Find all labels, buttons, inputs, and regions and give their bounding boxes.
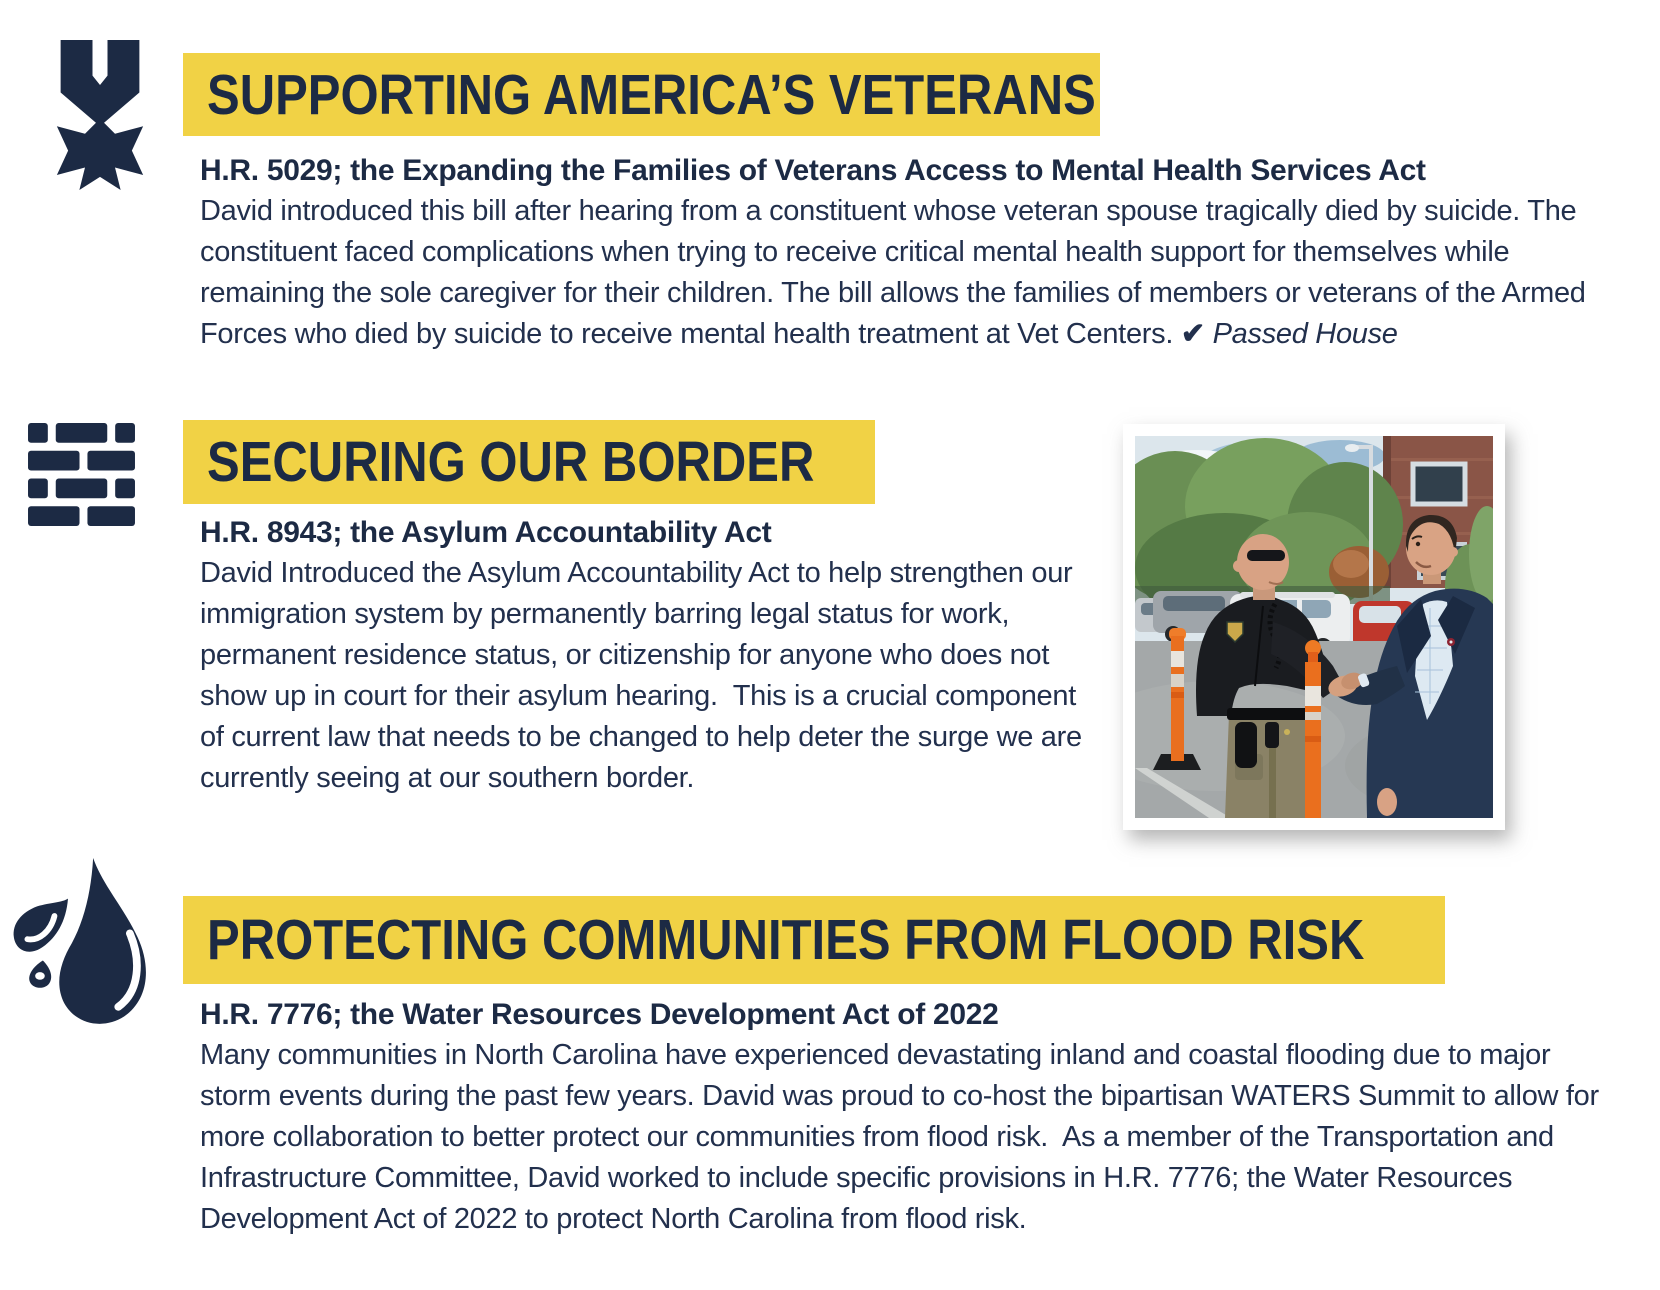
section-banner-border — [183, 420, 875, 504]
handshake-photo — [1123, 424, 1505, 830]
section-text-border — [200, 512, 1105, 799]
section-banner-flood — [183, 896, 1445, 984]
section-title-border: SECURING OUR BORDER — [207, 430, 815, 494]
section-banner-veterans — [183, 53, 1100, 136]
water-drop-icon — [10, 855, 155, 1035]
bill-title-hr8943: H.R. 8943; the Asylum Accountability Act — [200, 516, 772, 549]
section-text-flood — [200, 994, 1607, 1240]
section-title-veterans: SUPPORTING AMERICA’S VETERANS — [207, 62, 1096, 127]
bill-title-hr7776: H.R. 7776; the Water Resources Development Act of 2022 — [200, 998, 999, 1031]
section-title-flood: PROTECTING COMMUNITIES FROM FLOOD RISK — [207, 908, 1365, 972]
brick-wall-icon — [28, 423, 135, 526]
bill-title-hr5029: H.R. 5029; the Expanding the Families of Veterans Access to Mental Health Services Act — [200, 154, 1426, 187]
medal-icon — [30, 40, 170, 190]
section-text-veterans — [200, 150, 1630, 355]
section-body-flood: Many communities in North Carolina have experienced devastating inland and coastal flooding due to major storm events during the past few years. David was proud to co-host the bipartisan WATERS Summit to allow for more collaboration to better protect our communities from flood risk. As a member of the Transportation and Infrastructure Committee, David worked to include specific provisions in H.R. 7776; the Water Resources Development Act of 2022 to protect North Carolina from flood risk. — [200, 1039, 1607, 1235]
status-label: Passed House — [1212, 318, 1398, 350]
checkmark-icon: ✔ — [1180, 318, 1205, 350]
section-body-veterans — [200, 191, 1630, 355]
body-copy: David introduced this bill after hearing from a constituent whose veteran spouse tragically died by suicide. The constituent faced complications when trying to receive critical mental health support for themselves while remaining the sole caregiver for their children. The bill allows the families of members or veterans of the Armed Forces who died by suicide to receive mental health treatment at Vet Centers. — [200, 195, 1594, 350]
section-body-border: David Introduced the Asylum Accountability Act to help strengthen our immigration system by permanently barring legal status for work, permanent residence status, or citizenship for anyone who does not show up in court for their asylum hearing. This is a crucial component of current law that needs to be changed to help deter the surge we are currently seeing at our southern border. — [200, 557, 1090, 794]
